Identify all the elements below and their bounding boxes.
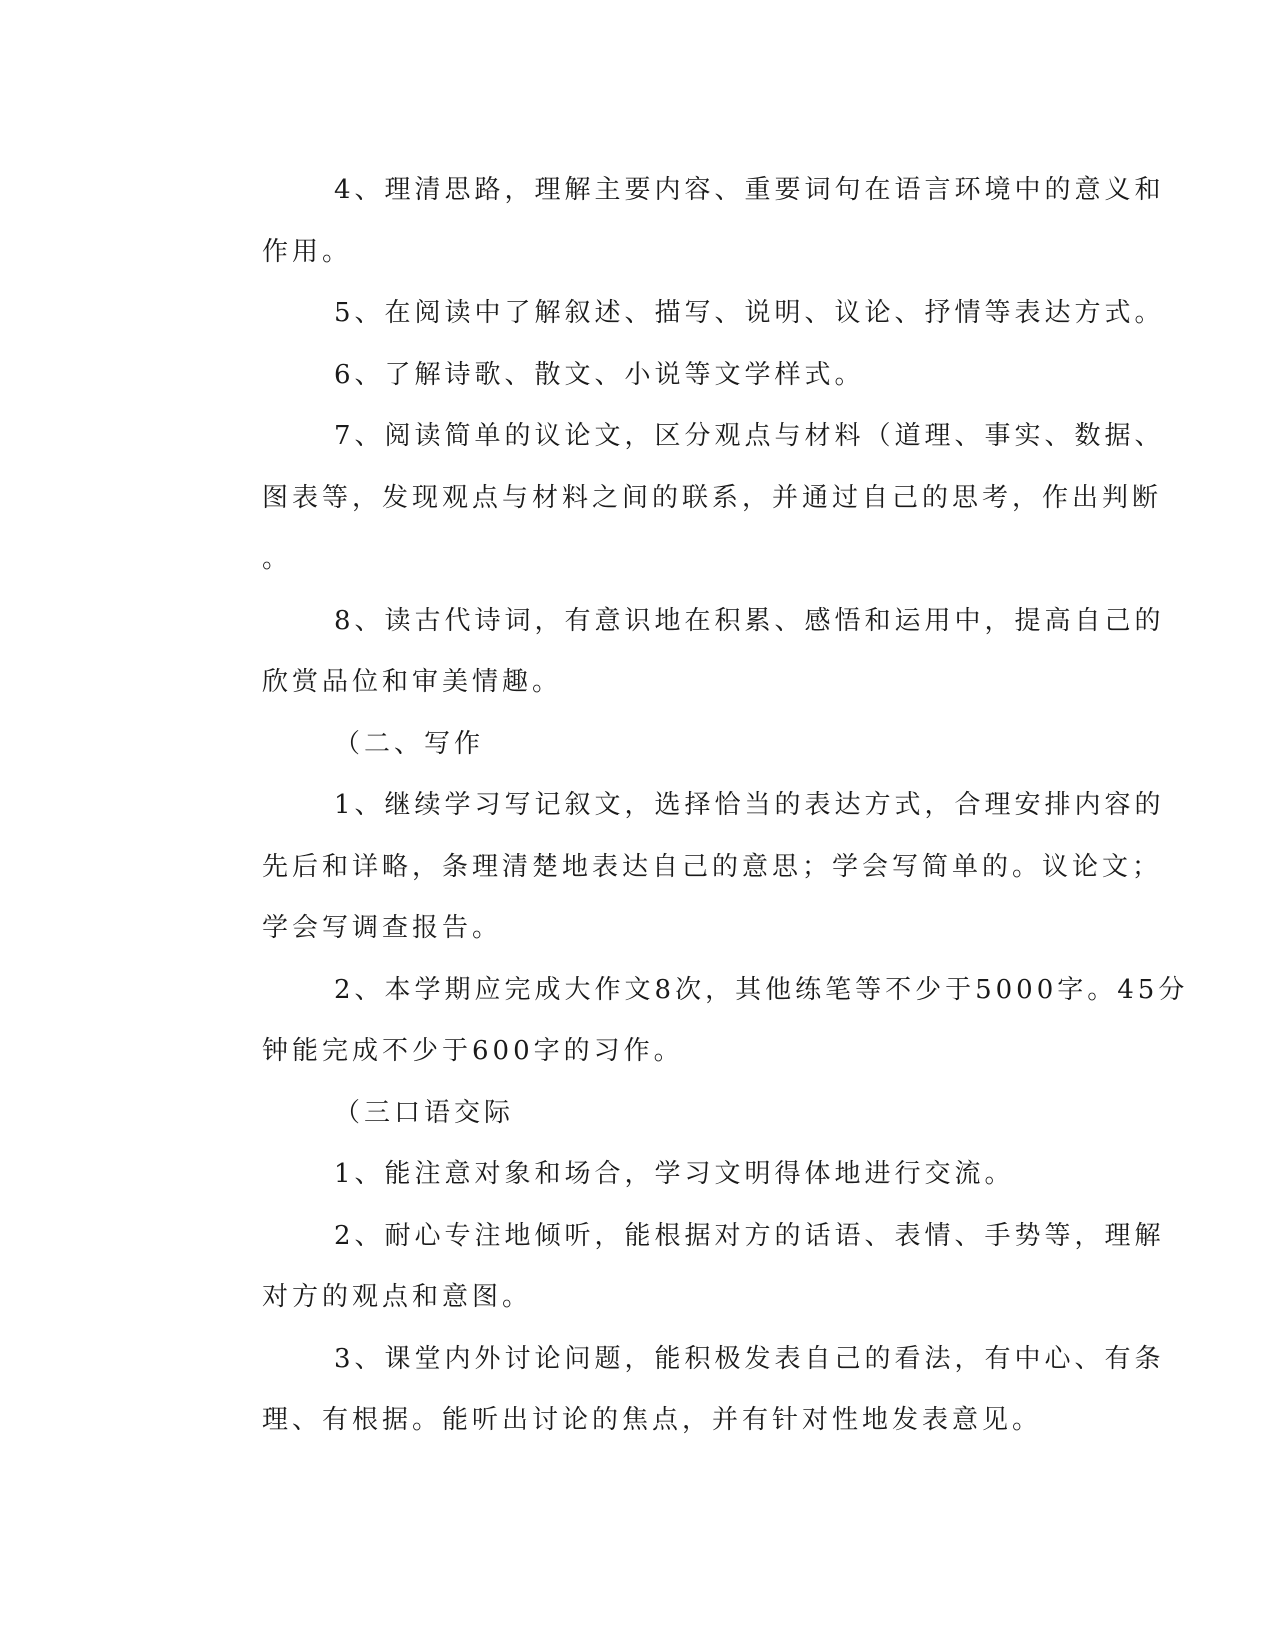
text-line: 对方的观点和意图。 [262, 1282, 533, 1312]
text-line: 4、理清思路，理解主要内容、重要词句在语言环境中的意义和 [334, 175, 1165, 205]
text-line: 作用。 [262, 236, 353, 267]
text-line: 6、了解诗歌、散文、小说等文学样式。 [334, 359, 865, 390]
text-line: 1、继续学习写记叙文，选择恰当的表达方式，合理安排内容的 [334, 790, 1165, 820]
paragraph-writing-1 [190, 775, 1165, 960]
paragraph-writing-2 [190, 960, 1189, 1083]
text-line: 。 [262, 544, 293, 574]
paragraph-reading-4 [190, 160, 1165, 283]
section-heading-oral-communication [190, 1083, 1090, 1145]
text-line: 8、读古代诗词，有意识地在积累、感悟和运用中，提高自己的 [334, 605, 1165, 636]
paragraph-reading-5 [190, 283, 1165, 345]
text-line: 2、本学期应完成大作文8次，其他练笔等不少于5000字。45分 [334, 974, 1189, 1005]
text-line: 5、在阅读中了解叙述、描写、说明、议论、抒情等表达方式。 [334, 298, 1165, 328]
text-line: 7、阅读简单的议论文，区分观点与材料（道理、事实、数据、 [334, 421, 1165, 451]
paragraph-reading-8 [190, 591, 1165, 714]
text-line: 钟能完成不少于600字的习作。 [262, 1036, 684, 1066]
text-line: 学会写调查报告。 [262, 913, 503, 943]
text-line: 2、耐心专注地倾听，能根据对方的话语、表情、手势等，理解 [334, 1220, 1165, 1251]
document-body [190, 160, 1189, 1452]
paragraph-oral-2 [190, 1206, 1165, 1329]
text-line: （二、写作 [334, 728, 485, 759]
text-line: 图表等，发现观点与材料之间的联系，并通过自己的思考，作出判断 [262, 482, 1163, 513]
text-line: 3、课堂内外讨论问题，能积极发表自己的看法，有中心、有条 [334, 1343, 1165, 1374]
text-line: （三口语交际 [334, 1097, 515, 1128]
text-line: 欣赏品位和审美情趣。 [262, 667, 563, 697]
paragraph-oral-3 [190, 1329, 1165, 1452]
section-heading-writing [190, 714, 1090, 776]
text-line: 先后和详略，条理清楚地表达自己的意思；学会写简单的。议论文； [262, 851, 1163, 882]
paragraph-reading-7 [190, 406, 1165, 591]
paragraph-reading-6 [190, 345, 1090, 407]
paragraph-oral-1 [190, 1144, 1090, 1206]
text-line: 1、能注意对象和场合，学习文明得体地进行交流。 [334, 1159, 1015, 1189]
text-line: 理、有根据。能听出讨论的焦点，并有针对性地发表意见。 [262, 1405, 1043, 1435]
